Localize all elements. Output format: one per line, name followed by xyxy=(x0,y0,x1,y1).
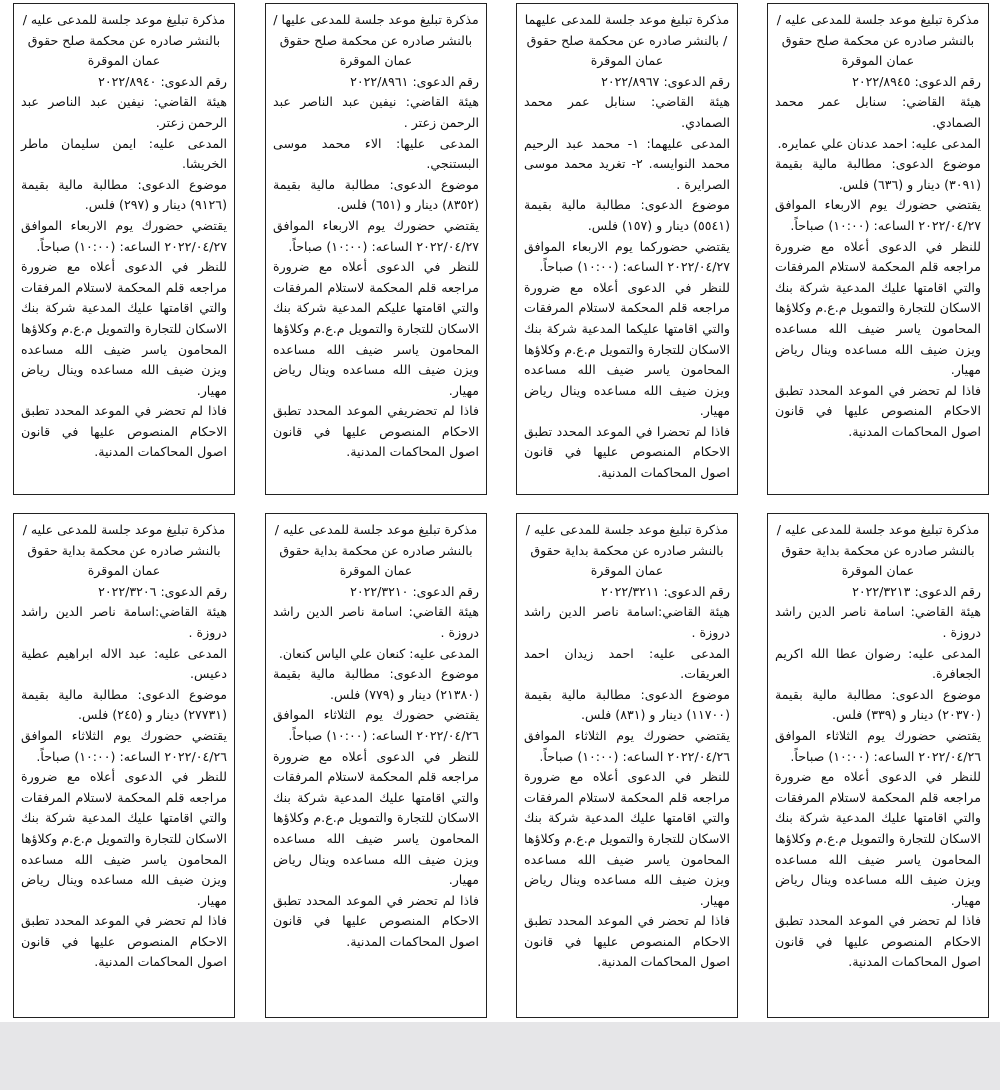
notice-title: مذكرة تبليغ موعد جلسة للمدعى عليه / بالنشر صادره عن محكمة بداية حقوق عمان الموقرة xyxy=(274,522,478,579)
judge-panel: هيئة القاضي: اسامة ناصر الدين راشد دروزة . xyxy=(775,604,981,640)
case-subject: موضوع الدعوى: مطالبة مالية بقيمة (٣٠٩١) دينار و (٦٣٦) فلس. xyxy=(775,156,981,192)
judge-panel: هيئة القاضي: اسامة ناصر الدين راشد دروزة . xyxy=(273,604,479,640)
defendant: المدعى عليه: كنعان علي الياس كنعان. xyxy=(278,645,479,661)
notice-body: للنظر في الدعوى أعلاه مع ضرورة مراجعه قلم المحكمة لاستلام المرفقات والتي اقامتها عليك المدعية شركة بنك الاسكان للتجارة والتمويل م.ع.م وكلاؤها المحامون ياسر ضيف الله مساعده ويزن ضيف الله مساعده وينال رياض مهيار. xyxy=(524,769,730,908)
notice-title: مذكرة تبليغ موعد جلسة للمدعى عليه / بالنشر صادره عن محكمة بداية حقوق عمان الموقرة xyxy=(525,522,729,579)
notice-case-3206 xyxy=(13,513,235,1018)
notice-case-3211 xyxy=(516,513,738,1018)
notice-body: للنظر في الدعوى أعلاه مع ضرورة مراجعه قلم المحكمة لاستلام المرفقات والتي اقامتها عليكما المدعية شركة بنك الاسكان للتجارة والتمويل م.ع.م وكلاؤها المحامون ياسر ضيف الله مساعده ويزن ضيف الله مساعده وينال رياض مهيار. xyxy=(524,279,730,419)
case-number: رقم الدعوى: ٢٠٢٢/٨٩٤٥ xyxy=(852,73,981,89)
notice-case-3213 xyxy=(767,513,989,1018)
notice-title: مذكرة تبليغ موعد جلسة للمدعى عليه / بالنشر صادره عن محكمة صلح حقوق عمان الموقرة xyxy=(776,12,980,69)
notice-body: للنظر في الدعوى أعلاه مع ضرورة مراجعه قلم المحكمة لاستلام المرفقات والتي اقامتها عليك المدعية شركة بنك الاسكان للتجارة والتمويل م.ع.م وكلاؤها المحامون ياسر ضيف الله مساعده ويزن ضيف الله مساعده وينال رياض مهيار. xyxy=(775,769,981,908)
defendant: المدعى عليه: احمد زيدان احمد العريقات. xyxy=(524,645,730,682)
notice-closing: فاذا لم تحضر في الموعد المحدد تطبق الاحكام المنصوص عليها في قانون اصول المحاكمات المدنية. xyxy=(21,403,227,460)
case-number: رقم الدعوى: ٢٠٢٢/٨٩٦١ xyxy=(350,73,479,89)
hearing-date: يقتضي حضورك يوم الاربعاء الموافق ٢٠٢٢/٠٤/٢٧ الساعه: (١٠:٠٠) صباحاً. xyxy=(775,197,981,233)
notice-closing: فاذا لم تحضرا في الموعد المحدد تطبق الاحكام المنصوص عليها في قانون اصول المحاكمات المدنية. xyxy=(524,423,730,481)
notice-body: للنظر في الدعوى أعلاه مع ضرورة مراجعه قلم المحكمة لاستلام المرفقات والتي اقامتها عليك المدعية شركة بنك الاسكان للتجارة والتمويل م.ع.م وكلاؤها المحامون ياسر ضيف الله مساعده ويزن ضيف الله مساعده وينال رياض مهيار. xyxy=(775,238,981,378)
notice-case-3210 xyxy=(265,513,487,1018)
notice-closing: فاذا لم تحضريفي الموعد المحدد تطبق الاحكام المنصوص عليها في قانون اصول المحاكمات المدنية. xyxy=(273,403,479,460)
case-number: رقم الدعوى: ٢٠٢٢/٨٩٦٧ xyxy=(601,73,730,89)
hearing-date: يقتضي حضوركما يوم الاربعاء الموافق ٢٠٢٢/٠٤/٢٧ الساعه: (١٠:٠٠) صباحاً. xyxy=(524,238,730,275)
notice-closing: فاذا لم تحضر في الموعد المحدد تطبق الاحكام المنصوص عليها في قانون اصول المحاكمات المدنية. xyxy=(775,382,981,439)
judge-panel: هيئة القاضي: نيفين عبد الناصر عبد الرحمن زعتر. xyxy=(21,94,227,130)
notice-case-8967 xyxy=(516,3,738,495)
case-subject: موضوع الدعوى: مطالبة مالية بقيمة (٩١٢٦) دينار و (٢٩٧) فلس. xyxy=(21,176,227,213)
case-subject: موضوع الدعوى: مطالبة مالية بقيمة (٥٥٤١) دينار و (١٥٧) فلس. xyxy=(524,197,730,233)
defendant: المدعى عليه: رضوان عطا الله اكريم الجعافرة. xyxy=(775,645,981,682)
hearing-date: يقتضي حضورك يوم الاربعاء الموافق ٢٠٢٢/٠٤/٢٧ الساعه: (١٠:٠٠) صباحاً. xyxy=(273,217,479,254)
notice-body: للنظر في الدعوى أعلاه مع ضرورة مراجعه قلم المحكمة لاستلام المرفقات والتي اقامتها عليك المدعية شركة بنك الاسكان للتجارة والتمويل م.ع.م وكلاؤها المحامون ياسر ضيف الله مساعده ويزن ضيف الله مساعده وينال رياض مهيار. xyxy=(21,769,227,908)
case-number: رقم الدعوى: ٢٠٢٢/٨٩٤٠ xyxy=(98,73,227,89)
case-subject: موضوع الدعوى: مطالبة مالية بقيمة (٨٣٥٢) دينار و (٦٥١) فلس. xyxy=(273,176,479,213)
notice-closing: فاذا لم تحضر في الموعد المحدد تطبق الاحكام المنصوص عليها في قانون اصول المحاكمات المدنية. xyxy=(273,892,479,949)
hearing-date: يقتضي حضورك يوم الثلاثاء الموافق ٢٠٢٢/٠٤/٢٦ الساعه: (١٠:٠٠) صباحاً. xyxy=(775,727,981,764)
notice-case-8940 xyxy=(13,3,235,495)
defendant: المدعى عليها: الاء محمد موسى البستنجي. xyxy=(273,135,479,172)
defendant: المدعى عليه: ايمن سليمان ماطر الخريشا. xyxy=(21,135,227,172)
judge-panel: هيئة القاضي:اسامة ناصر الدين راشد دروزة . xyxy=(21,604,227,640)
case-subject: موضوع الدعوى: مطالبة مالية بقيمة (١١٧٠٠) دينار و (٨٣١) فلس. xyxy=(524,686,730,723)
hearing-date: يقتضي حضورك يوم الثلاثاء الموافق ٢٠٢٢/٠٤/٢٦ الساعه: (١٠:٠٠) صباحاً. xyxy=(273,707,479,743)
hearing-date: يقتضي حضورك يوم الاربعاء الموافق ٢٠٢٢/٠٤/٢٧ الساعه: (١٠:٠٠) صباحاً. xyxy=(21,217,227,254)
judge-panel: هيئة القاضي: نيفين عبد الناصر عبد الرحمن زعتر . xyxy=(273,94,479,130)
case-number: رقم الدعوى: ٢٠٢٢/٣٢١٠ xyxy=(350,583,479,599)
case-number: رقم الدعوى: ٢٠٢٢/٣٢٠٦ xyxy=(98,583,227,599)
notice-body: للنظر في الدعوى أعلاه مع ضرورة مراجعه قلم المحكمة لاستلام المرفقات والتي اقامتها عليكم المدعية شركة بنك الاسكان للتجارة والتمويل م.ع.م وكلاؤها المحامون ياسر ضيف الله مساعده ويزن ضيف الله مساعده وينال رياض مهيار. xyxy=(273,259,479,398)
notice-title: مذكرة تبليغ موعد جلسة للمدعى عليها / بالنشر صادره عن محكمة صلح حقوق عمان الموقرة xyxy=(273,12,479,69)
case-subject: موضوع الدعوى: مطالبة مالية بقيمة (٢٧٧٣١) دينار و (٢٤٥) فلس. xyxy=(21,686,227,723)
notice-title: مذكرة تبليغ موعد جلسة للمدعى عليه / بالنشر صادره عن محكمة بداية حقوق عمان الموقرة xyxy=(776,522,980,579)
hearing-date: يقتضي حضورك يوم الثلاثاء الموافق ٢٠٢٢/٠٤/٢٦ الساعه: (١٠:٠٠) صباحاً. xyxy=(524,727,730,764)
judge-panel: هيئة القاضي: سنابل عمر محمد الصمادي. xyxy=(775,94,981,130)
defendant: المدعى عليه: احمد عدنان علي عمايره. xyxy=(777,135,981,151)
notice-case-8945 xyxy=(767,3,989,495)
defendant: المدعى عليهما: ١- محمد عبد الرحيم محمد النوايسه. ٢- تغريد محمد موسى الصرايرة . xyxy=(524,135,730,192)
case-number: رقم الدعوى: ٢٠٢٢/٣٢١٣ xyxy=(852,583,981,599)
notice-body: للنظر في الدعوى أعلاه مع ضرورة مراجعه قلم المحكمة لاستلام المرفقات والتي اقامتها عليك المدعية شركة بنك الاسكان للتجارة والتمويل م.ع.م وكلاؤها المحامون ياسر ضيف الله مساعده ويزن ضيف الله مساعده وينال رياض مهيار. xyxy=(273,748,479,888)
case-number: رقم الدعوى: ٢٠٢٢/٣٢١١ xyxy=(601,583,730,599)
defendant: المدعى عليه: عبد الاله ابراهيم عطية دعيس. xyxy=(21,645,227,682)
case-subject: موضوع الدعوى: مطالبة مالية بقيمة (٢١٣٨٠) دينار و (٧٧٩) فلس. xyxy=(273,666,479,702)
notice-body: للنظر في الدعوى أعلاه مع ضرورة مراجعه قلم المحكمة لاستلام المرفقات والتي اقامتها عليك المدعية شركة بنك الاسكان للتجارة والتمويل م.ع.م وكلاؤها المحامون ياسر ضيف الله مساعده ويزن ضيف الله مساعده وينال رياض مهيار. xyxy=(21,259,227,398)
hearing-date: يقتضي حضورك يوم الثلاثاء الموافق ٢٠٢٢/٠٤/٢٦ الساعه: (١٠:٠٠) صباحاً. xyxy=(21,727,227,764)
judge-panel: هيئة القاضي:اسامة ناصر الدين راشد دروزة . xyxy=(524,604,730,640)
footer-band xyxy=(0,1022,1000,1090)
notice-title: مذكرة تبليغ موعد جلسة للمدعى عليه / بالنشر صادره عن محكمة بداية حقوق عمان الموقرة xyxy=(22,522,226,579)
case-subject: موضوع الدعوى: مطالبة مالية بقيمة (٢٠٣٧٠) دينار و (٣٣٩) فلس. xyxy=(775,686,981,723)
notice-closing: فاذا لم تحضر في الموعد المحدد تطبق الاحكام المنصوص عليها في قانون اصول المحاكمات المدنية. xyxy=(775,913,981,970)
notice-title: مذكرة تبليغ موعد جلسة للمدعى عليهما / بالنشر صادره عن محكمة صلح حقوق عمان الموقرة xyxy=(524,12,730,69)
judge-panel: هيئة القاضي: سنابل عمر محمد الصمادي. xyxy=(524,94,730,130)
notice-closing: فاذا لم تحضر في الموعد المحدد تطبق الاحكام المنصوص عليها في قانون اصول المحاكمات المدنية. xyxy=(524,913,730,970)
notice-closing: فاذا لم تحضر في الموعد المحدد تطبق الاحكام المنصوص عليها في قانون اصول المحاكمات المدنية. xyxy=(21,913,227,970)
notice-case-8961 xyxy=(265,3,487,495)
notice-title: مذكرة تبليغ موعد جلسة للمدعى عليه / بالنشر صادره عن محكمة صلح حقوق عمان الموقرة xyxy=(22,12,226,69)
